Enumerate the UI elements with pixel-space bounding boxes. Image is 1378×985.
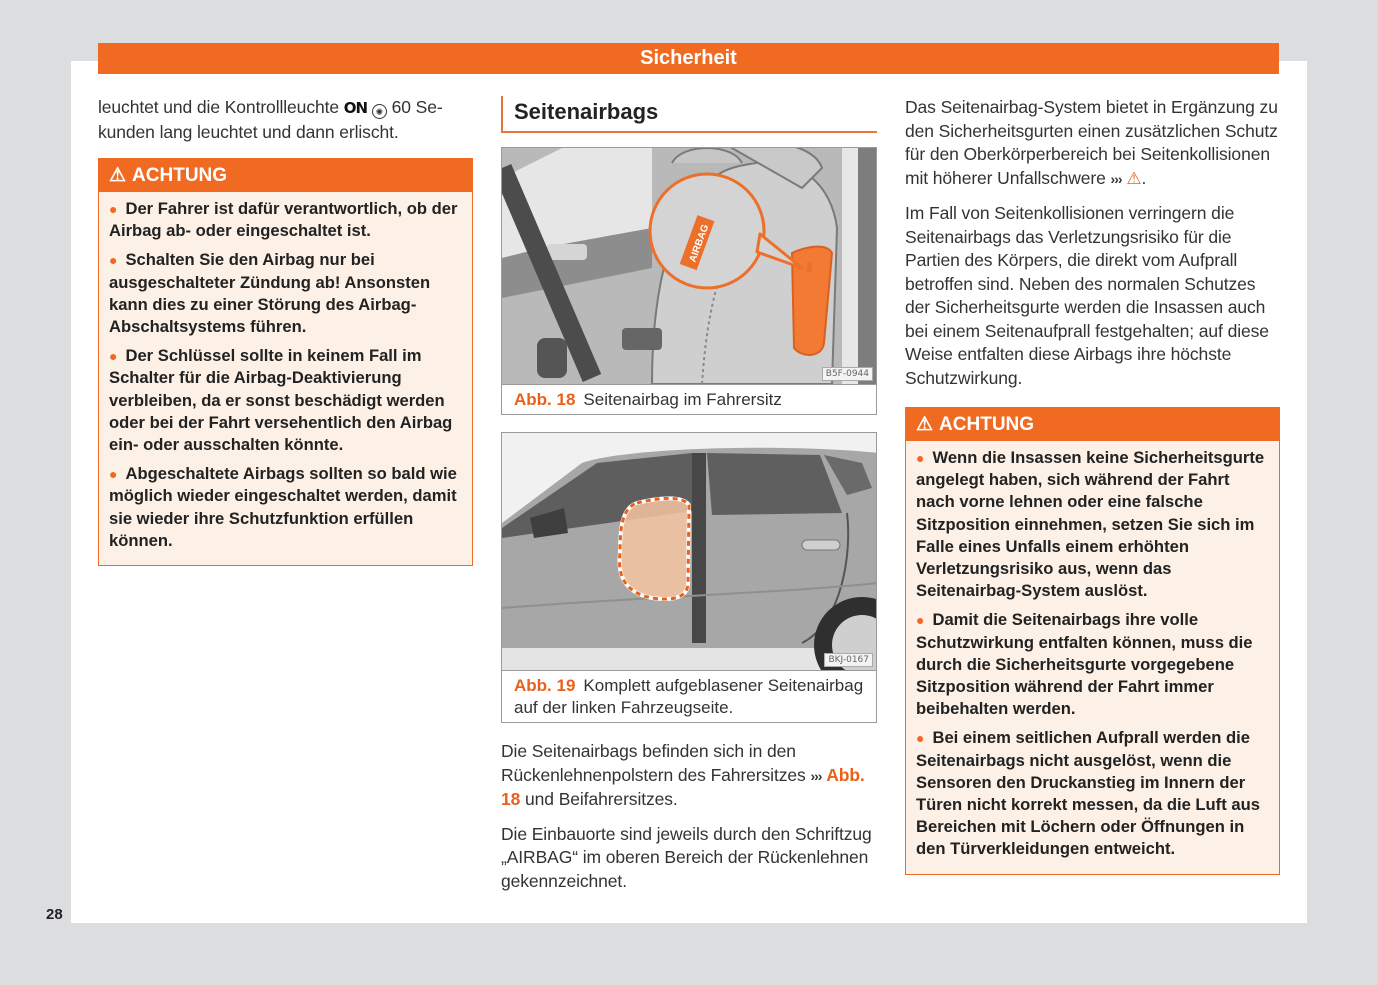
seat-airbag-image xyxy=(502,148,876,384)
page-number: 28 xyxy=(46,906,63,923)
warning-header: ⚠ ACHTUNG xyxy=(906,408,1279,441)
warning-box-left xyxy=(98,158,473,566)
airbag-off-icon: ✺ xyxy=(372,104,387,119)
figure-code: BKJ-0167 xyxy=(824,653,873,667)
warning-item: ● Abgeschaltete Airbags sollten so bald wie möglich wieder eingeschaltet werden, damit sie wieder ihre Schutzfunktion erfüllen können. xyxy=(109,464,457,550)
cross-reference-arrows-icon: ››› xyxy=(1110,170,1122,187)
figure-caption: Abb. 18 Seitenairbag im Fahrersitz xyxy=(514,390,782,409)
warning-item: ● Der Schlüssel sollte in keinem Fall im Schalter für die Airbag-Deaktivierung verbleiben, da er sonst beschädigt werden oder bei der Fahrt versehentlich den Airbag ein- oder ausschalten könnte. xyxy=(109,346,453,455)
svg-text:AIRBAG: AIRBAG xyxy=(687,223,712,264)
car-side-airbag-image xyxy=(502,433,876,670)
figure-code: B5F-0944 xyxy=(822,367,873,381)
column-left xyxy=(98,96,473,566)
warning-item: ● Der Fahrer ist dafür verantwortlich, ob der Airbag ab- oder eingeschaltet ist. xyxy=(109,199,458,241)
warning-item: ● Schalten Sie den Airbag nur bei ausgeschalteter Zündung ab! Ansonsten kann dies zu einer Störung des Airbag-Abschaltsystems führen. xyxy=(109,250,431,337)
figure-link[interactable]: Abb. 18 xyxy=(501,764,865,809)
column-right xyxy=(905,96,1280,875)
bullet-icon: ● xyxy=(109,252,118,269)
warning-item: ● Wenn die Insassen keine Sicherheitsgurte angelegt haben, sich während der Fahrt nach vorne lehnen oder eine falsche Sitzposition einnehmen, setzen Sie sich im Falle eines Unfalls einem erhöhten Verletzungsrisiko aus, wenn das Seitenairbag-System auslöst. xyxy=(916,448,1265,601)
figure-19 xyxy=(501,432,877,723)
intro-paragraph: leuchtet und die Kontrollleuchte ON ✺ 60 Se-kunden lang leuchtet und dann erlischt. xyxy=(98,97,443,142)
paragraph: Die Einbauorte sind jeweils durch den Schriftzug „AIRBAG“ im oberen Bereich der Rückenlehnen gekennzeichnet. xyxy=(501,823,872,891)
chapter-header: Sicherheit xyxy=(98,43,1279,74)
paragraph: Die Seitenairbags befinden sich in den Rückenlehnenpolstern des Fahrersitzes ››› Abb. 18 und Beifahrersitzes. xyxy=(501,741,865,809)
on-indicator-label: ON xyxy=(343,99,368,117)
figure-label: Abb. 18 xyxy=(514,390,576,409)
figure-18 xyxy=(501,147,877,415)
warning-triangle-icon[interactable]: ⚠ xyxy=(1126,168,1142,188)
bullet-icon: ● xyxy=(109,348,118,365)
figure-caption: Abb. 19 Komplett aufgeblasener Seitenairbag auf der linken Fahrzeugseite. xyxy=(514,676,864,717)
warning-triangle-icon: ⚠ xyxy=(916,414,934,435)
warning-triangle-icon: ⚠ xyxy=(109,165,127,186)
bullet-icon: ● xyxy=(916,730,925,747)
bullet-icon: ● xyxy=(109,201,118,217)
paragraph: Im Fall von Seitenkollisionen verringern die Seitenairbags das Verletzungsrisiko für die Partien des Körpers, die direkt vom Aufprall betroffen sind. Neben des normalen Schutzes der Sicherheitsgurte werden die Insassen auch bei einem Seitenaufprall festgehalten; auf diese Weise entfalten diese Airbags ihre höchste Schutzwirkung. xyxy=(905,203,1269,388)
bullet-icon: ● xyxy=(916,612,925,629)
warning-item: ● Bei einem seitlichen Aufprall werden die Seitenairbags nicht ausgelöst, wenn die Sensoren den Druckanstieg im Innern der Türen nicht korrekt messen, da die Luft aus Bereichen mit Löchern oder Öffnungen in den Türverkleidungen entweicht. xyxy=(916,728,1260,859)
warning-list xyxy=(906,441,1279,874)
column-middle xyxy=(501,96,877,904)
bullet-icon: ● xyxy=(916,450,925,466)
figure-label: Abb. 19 xyxy=(514,676,576,695)
bullet-icon: ● xyxy=(109,466,118,483)
seat-illustration xyxy=(502,148,876,385)
section-title: Seitenairbags xyxy=(501,96,877,133)
warning-list xyxy=(99,192,472,565)
cross-reference-arrows-icon: ››› xyxy=(810,767,822,784)
car-illustration xyxy=(502,433,876,671)
warning-item: ● Damit die Seitenairbags ihre volle Schutzwirkung entfalten können, muss die durch die Sicherheitsgurte vorgegebene Sitzposition während der Fahrt immer beibehalten werden. xyxy=(916,610,1253,719)
warning-box-right xyxy=(905,407,1280,875)
warning-header: ⚠ ACHTUNG xyxy=(99,159,472,192)
paragraph: Das Seitenairbag-System bietet in Ergänzung zu den Sicherheitsgurten einen zusätzlichen Schutz für den Oberkörperbereich bei Seitenkollisionen mit höherer Unfallschwere ››› ⚠. xyxy=(905,97,1278,188)
